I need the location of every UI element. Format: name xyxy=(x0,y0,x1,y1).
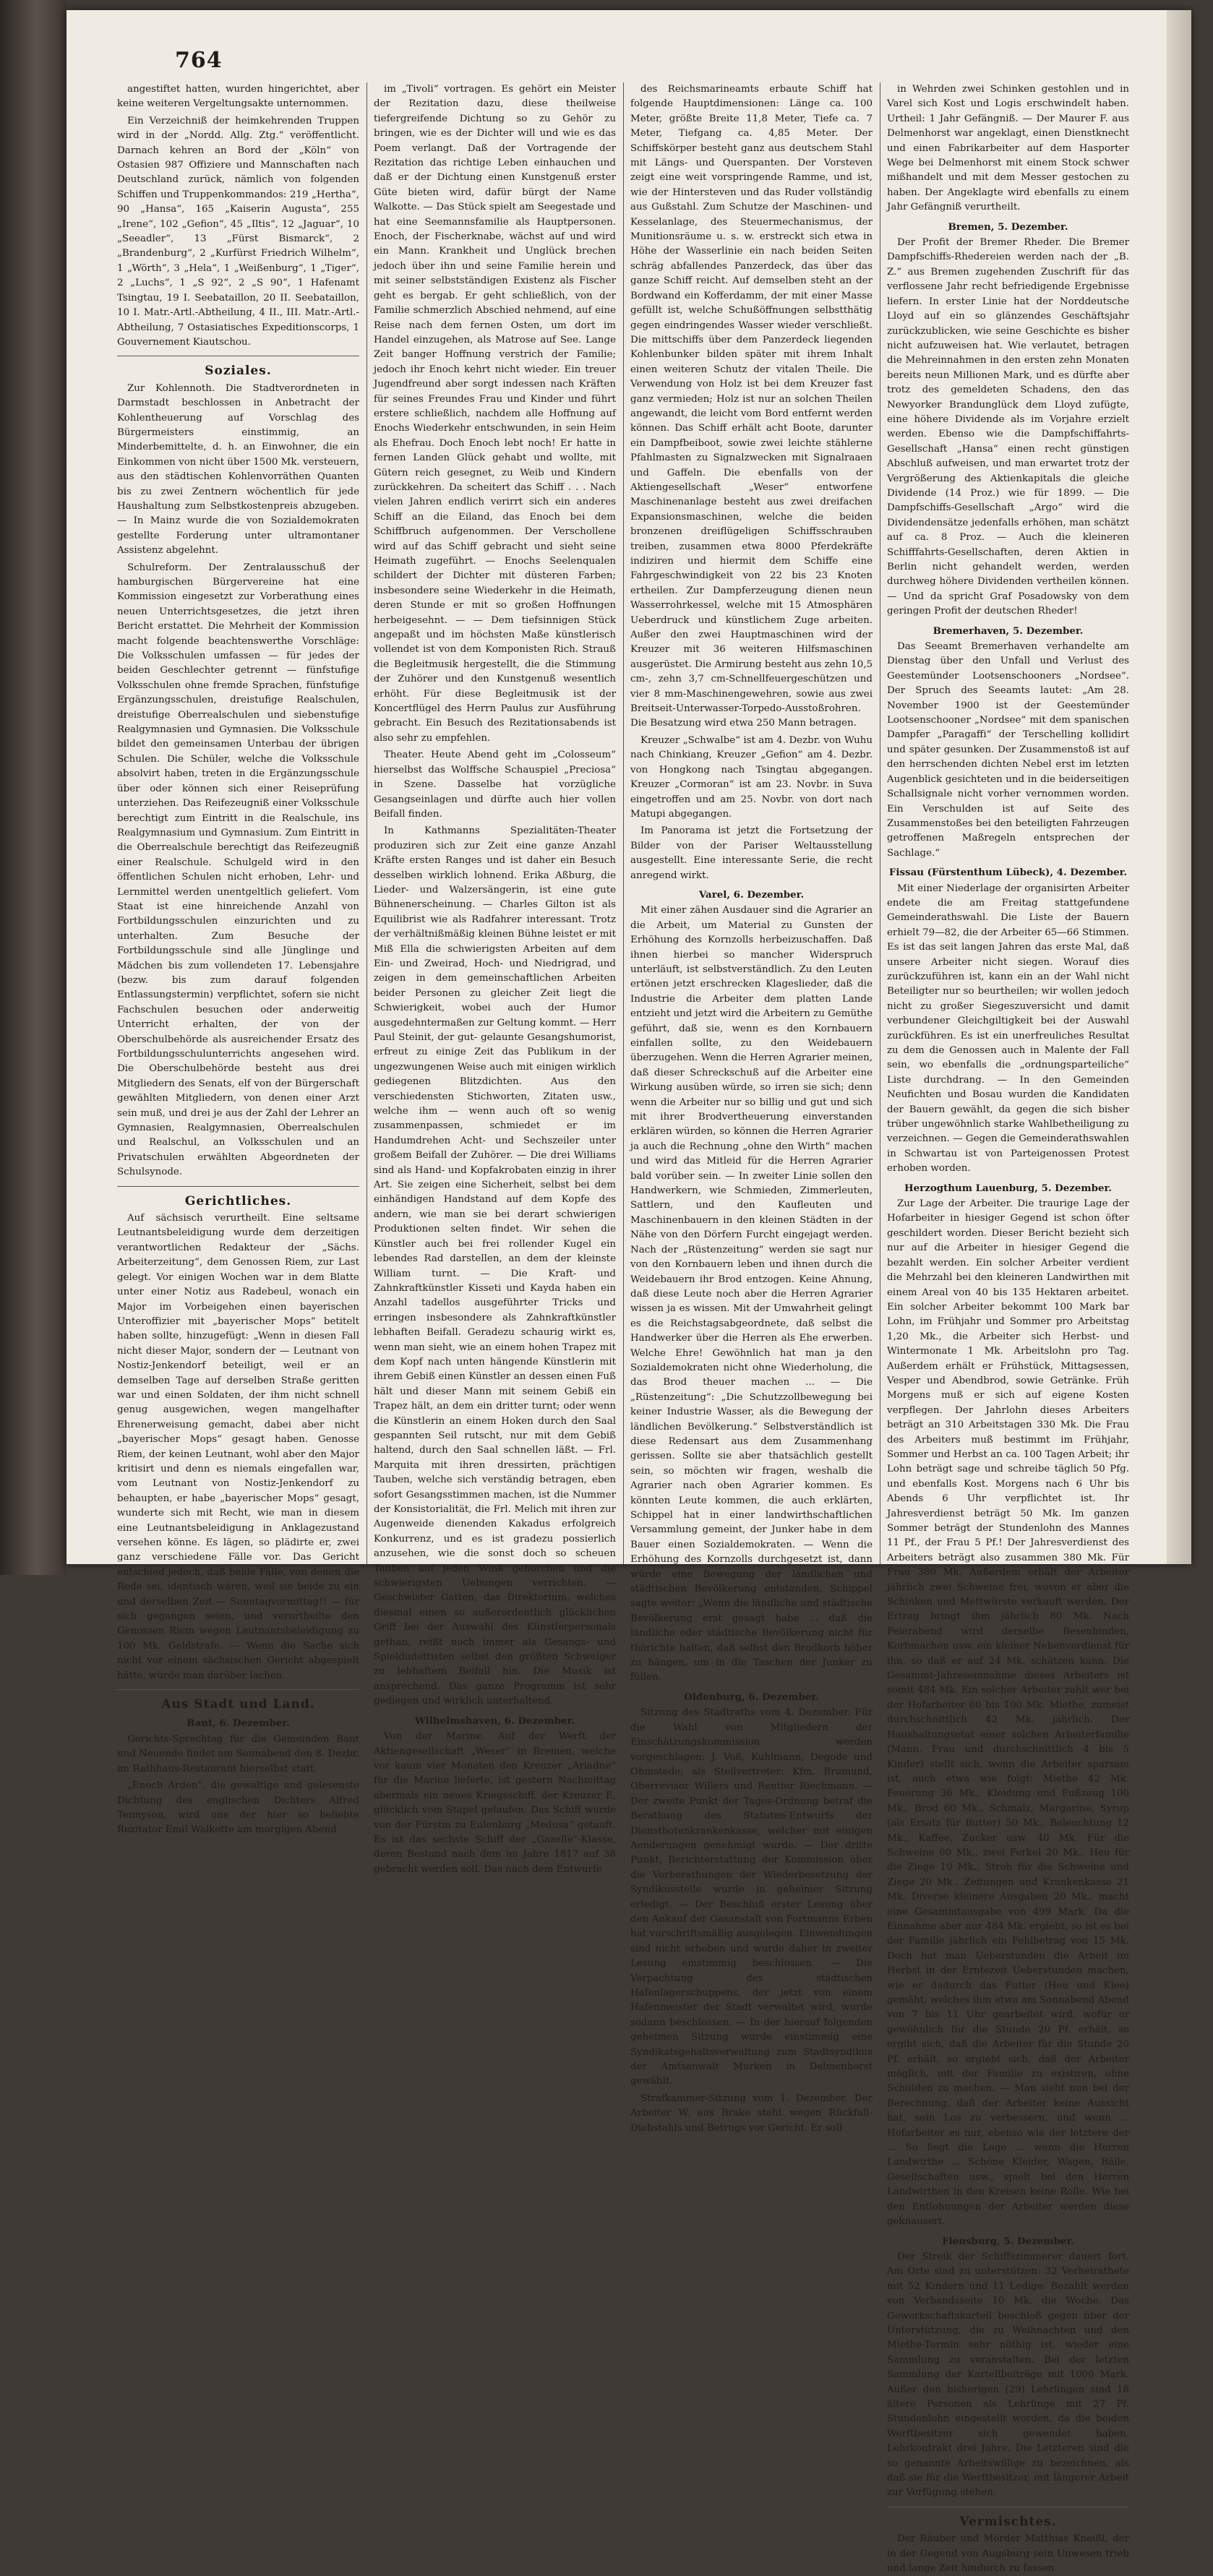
dateline-heading: Oldenburg, 6. Dezember. xyxy=(684,1691,819,1703)
article-paragraph: Kreuzer „Schwalbe“ ist am 4. Dezbr. von Wuhu nach Chinkiang, Kreuzer „Gefion“ am 4. Dezbr. von Hongkong nach Tsingtau abgegangen. Kreuzer „Cormoran“ ist am 23. Novbr. in Suva eingetroffen und am 25. Novbr. von dort nach Matupi abgegangen. xyxy=(630,734,873,820)
dateline-heading: Flensburg, 5. Dezember. xyxy=(942,2235,1074,2247)
column-divider xyxy=(623,82,624,1564)
column-4 xyxy=(887,82,1129,2575)
article-paragraph: „Enoch Arden“, die gewaltige und gelesenste Dichtung des englischen Dichters Alfred Tennyson, wird uns der hier so beliebte Rezitator Emil Walkotte am morgigen Abend xyxy=(117,1780,359,1836)
dateline-heading: Bremerhaven, 5. Dezember. xyxy=(933,624,1084,637)
article-paragraph: Zur Lage der Arbeiter. Die traurige Lage der Hofarbeiter in hiesiger Gegend ist schon öfter geschildert worden. Dieser Bericht bezieht sich nur auf die Arbeiter in hiesiger Gegend die bezahlt werden. Ein solcher Arbeiter verdient die Mehrzahl bei den kleineren Landwirthen mit einem Areal von 40 bis 135 Hektaren arbeitet. Ein solcher Arbeiter bekommt 100 Mark bar Lohn, im Frühjahr und Sommer pro Arbeitstag 1,20 Mk., die Arbeiter sich Herbst- und Wintermonate 1 Mk. Arbeitslohn pro Tag. Außerdem erhält er Frühstück, Mittagsessen, Vesper und Abendbrod, sowie Getränke. Früh Morgens muß er sich auf eigene Kosten verpflegen. Der Jahrlohn dieses Arbeiters beträgt an 310 Arbeitstagen 330 Mk. Die Frau des Arbeiters muß bestimmt im Frühjahr, Sommer und Herbst an ca. 100 Tagen Arbeit; ihr Lohn beträgt sage und schreibe täglich 50 Pfg. und ebenfalls Kost. Morgens nach 6 Uhr bis Abends 6 Uhr verpflichtet ist. Ihr Jahresverdienst beträgt 50 Mk. Im ganzen Sommer beträgt der Stundenlohn des Mannes 11 Pf., der Frau 5 Pf.! Der Jahresverdienst des Arbeiters beträgt also zusammen 380 Mk. Für Frau 380 Mk. Außerdem erhält der Arbeiter jährlich zwei Schweine frei, wovon er aber die Schinken und Mettwürste verkauft werden. Der Ertrag bringt ihm jährlich 80 Mk. Nach Feierabend wird derselbe Besenbinden, Korbmachen usw. ein kleiner Nebenverdienst für ihn, so daß er auf 24 Mk. schätzen kann. Die Gesammt-Jahreseinnahme dieses Arbeiters ist somit 484 Mk. Ein solcher Arbeiter zahlt wer bei der Hofarbeiter 60 bis 100 Mk. Miethe, zumeist durchschnittlich 42 Mk. jährlich. Der Haushaltungsetat einer solchen Arbeiterfamilie (Mann, Frau und durchschnittlich 4 bis 5 Kinder) stellt sich, wenn die Arbeiter sparsam ist, auch etwa wie folgt: Miethe 42 Mk. Feuerung 36 Mk., Kleidung und Fußzeug 100 Mk., Brod 60 Mk., Schmalz, Margarine, Syrup (als Ersatz für Butter) 50 Mk., Beleuchtung 12 Mk., Kaffee, Zucker usw. 40 Mk. Für die Schweine 60 Mk., zwei Ferkel 20 Mk., Heu für die Ziege 10 Mk., Stroh für die Schweine und Ziege 20 Mk., Zeitungen und Krankenkasse 21 Mk. Diverse kleinere Ausgaben 20 Mk., macht eine Gesammtausgabe von 499 Mark. Da die Einnahme aber nur 484 Mk. ergiebt, so ist es bei der Familie jährlich ein Fehlbetrag von 15 Mk. Doch hat man Ueberstunden die Arbeit im Herbst in der Erntezeit Ueberstunden machen, wie er dadurch das Futter (Heu und Klee) gemäht, welches ihm etwa am Sonnabend Abend von 7 bis 11 Uhr gearbeitet wird, wofür er gewöhnlich für die Stunde 20 Pf. erhält, so ergibt sich, daß die Arbeiter für die Stunde 20 Pf. erhält, so ergiebt sich, daß der Arbeiter möglich, mit der Familie zu existiren, ohne Schulden zu machen. — Man sieht nun bei der Berechnung, daß der Arbeiter keine Aussicht hat, sein Los zu verbessern, und wenn ... Hofarbeiter es nur, ebenso wie der letztere der ... So liegt die Lage ... wenn die Herren Landwirthe ... Schöne Kleider, Wagen, Bälle, Gesellschaften usw., spielt bei den Herren Landwirthen in den Kreisen keine Rolle. Wie bei den Entlohnungen der Arbeiter werden diese geknausert. xyxy=(887,1198,1129,2228)
section-rule xyxy=(117,1689,359,1690)
dateline-heading: Fissau (Fürstenthum Lübeck), 4. Dezember. xyxy=(888,867,1128,879)
article-paragraph: Theater. Heute Abend geht im „Colosseum“ hierselbst das Wolffsche Schauspiel „Preciosa“ in Szene. Dasselbe hat vorzügliche Gesangseinlagen und dürfte auch hier vollen Beifall finden. xyxy=(374,750,616,820)
page-number: 764 xyxy=(175,48,223,73)
book-binding-edge xyxy=(0,0,67,1575)
section-heading: Soziales. xyxy=(205,364,272,379)
article-paragraph: Auf sächsisch verurtheilt. Eine seltsame Leutnantsbeleidigung wurde dem derzeitigen verantwortlichen Redakteur der „Sächs. Arbeiterzeitung“, dem Genossen Riem, zur Last gelegt. Vor einigen Wochen war in dem Blatte unter einer Notiz aus Radebeul, wonach ein Major im Vorbeigehen einen bayerischen Unteroffizier mit „bayerischer Mops“ betitelt haben sollte, hinzugefügt: „Wenn in diesen Fall nicht dieser Major, sondern der — Leutnant von Nostiz-Jenkendorf beteiligt, weil er an demselben Tage auf derselben Straße geritten war und einen Soldaten, der ihm nicht schnell genug ausgewichen, wegen mangelhafter Ehrenerweisung gemacht, dabei aber nicht „bayerischer Mops“ gesagt haben. Genosse Riem, der keinen Leutnant, wohl aber den Major kritisirt und denn es niemals eingefallen war, vom Leutnant von Nostiz-Jenkendorf zu behaupten, er habe „bayerischer Mops“ gesagt, wunderte sich mit Recht, wie man in diesem eine Leutnantsbeleidigung in Anklagezustand versehen könne. Es lägen, so plädirte er, zwei ganz verschiedene Fälle vor. Das Gericht entschied jedoch, daß beide Fälle, von denen die Rede sei, identisch wären, weil sie beide zu ein und derselben Zeit — Sonntagvormittag!! — für sich gegangen seien, und verurtheilte den Genossen Riem wegen Leutnantsbeleidigung zu 100 Mk. Geldstrafe. — Wenn die Sache sich nicht vor einem sächsischen Gericht abgespielt hätte, würde man darüber lachen. xyxy=(117,1213,359,1681)
article-paragraph: Ein Verzeichniß der heimkehrenden Truppen wird in der „Nordd. Allg. Ztg.“ veröffentlicht. Darnach kehren an Bord der „Köln“ von Ostasien 987 Offiziere und Mannschaften nach Deutschland zurück, nämlich von folgenden Schiffen und Truppenkommandos: 219 „Hertha“, 90 „Hansa“, 165 „Kaiserin Augusta“, 255 „Irene“, 102 „Gefion“, 45 „Iltis“, 12 „Jaguar“, 10 „Seeadler“, 13 „Fürst Bismarck“, 2 „Brandenburg“, 2 „Kurfürst Friedrich Wilhelm“, 1 „Wörth“, 3 „Hela“, 1 „Weißenburg“, 1 „Tiger“, 2 „Luchs“, 1 „S 92“, 2 „S 90“, 1 Hafenamt Tsingtau, 19 I. Seebataillon, 20 II. Seebataillon, 10 I. Matr.-Artl.-Abtheilung, 4 II., III. Matr.-Artl.-Abtheilung, 7 Ostasiatisches Expeditionscorps, 1 Gouvernement Kiautschou. xyxy=(117,115,359,348)
section-heading: Aus Stadt und Land. xyxy=(161,1697,315,1712)
adjacent-page-edge xyxy=(1167,10,1191,1564)
dateline-heading: Herzogthum Lauenburg, 5. Dezember. xyxy=(904,1182,1112,1194)
article-paragraph: Der Profit der Bremer Rheder. Die Bremer Dampfschiffs-Rhedereien werden nach der „B. Z.“ aus Bremen zugehenden Zuschrift für das verflossene Jahr recht befriedigende Ergebnisse liefern. In erster Linie hat der Norddeutsche Lloyd auf ein so glänzendes Geschäftsjahr zurückzublicken, wie seine Geschichte es bisher nicht aufzuweisen hat. Wie verlautet, betragen die Mehreinnahmen in den ersten zehn Monaten bereits neun Millionen Mark, und es dürfte aber trotz des gemeldeten Schadens, den das Newyorker Brandunglück dem Lloyd zufügte, eine höhere Dividende als im Vorjahre erzielt werden. Ebenso wie die Dampfschiffahrts-Gesellschaft „Hansa“ einen recht günstigen Abschluß aufweisen, und man erwartet trotz der Vergrößerung des Aktienkapitals die gleiche Dividende (14 Proz.) wie für 1899. — Die Dampfschiffs-Gesellschaft „Argo“ wird die Dividendensätze jedenfalls erhöhen, man schätzt auf ca. 8 Proz. — Auch die kleineren Schifffahrts-Gesellschaften, deren Aktien in Berlin nicht gehandelt werden, werden durchweg höhere Dividenden vertheilen können. — Und da spricht Graf Posadowsky von dem geringen Profit der deutschen Rheder! xyxy=(887,237,1129,617)
dateline-heading: Wilhelmshaven, 6. Dezember. xyxy=(414,1714,575,1727)
column-1 xyxy=(117,82,359,1836)
column-2 xyxy=(374,82,616,1875)
article-paragraph: Der Streik der Schiffszimmerer dauert fort. Am Orte sind zu unterstützen: 32 Verheirathete mit 52 Kindern und 11 Ledige. Bezahlt werden von Verbandsseite 10 Mk. die Woche. Das Gewerkschaftskartell beschloß gegen über der Unterstützung, die zu Weihnachten und den Miethe-Termin sehr nöthig ist, wieder eine Sammlung zu veranstalten. Bei der letzten Sammlung der Kartellbeiträge mit 1000 Mark. Außer den bisherigen (29) Lehrlingen sind 18 ältere Personen als Lehrlinge mit 27 Pf. Stundenlohn eingestellt worden, da die beiden Werftbesitzer sich gewendet haben. Lehrkontrakt drei Jahre. Die Letzteren sind die so genannte Arbeitswillige zu bezeichnen, als daß sie für die Werftbesitzer, mit längerer Arbeit zur Verfügung stehen. xyxy=(887,2251,1129,2499)
article-paragraph: Der Räuber und Mörder Matthias Kneißl, der in der Gegend von Augsburg sein Unwesen trieb und lange Zeit hindurch zu fassen xyxy=(887,2533,1129,2575)
article-paragraph: Von der Marine. Auf der Werft der Aktiengesellschaft „Weser“ in Bremen, welche vor kaum vier Monaten den Kreuzer „Ariadne“ für die Marine lieferte, ist gestern Nachmittag abermals ein neues Kriegsschiff, der Kreuzer E, glücklich vom Stapel gelaufen. Das Schiff wurde von der Fürstin zu Eulenburg „Medusa“ getauft. Es ist das sechste Schiff der „Gazelle“-Klasse, deren Bestand nach dem im Jahre 1817 auf 38 gebracht werden soll. Das nach dem Entwurfe xyxy=(374,1731,616,1875)
article-paragraph: Strafkammer-Sitzung vom 1. Dezember. Der Arbeiter W. aus Brake steht wegen Rückfall-Diebstahls und Betrugs vor Gericht. Er soll xyxy=(630,2092,873,2134)
article-paragraph: des Reichsmarineamts erbaute Schiff hat folgende Hauptdimensionen: Länge ca. 100 Meter, größte Breite 11,8 Meter, Tiefe ca. 7 Meter, Tiefgang ca. 4,85 Meter. Der Schiffskörper besteht ganz aus deutschem Stahl mit Längs- und Querspanten. Der Vorsteven zeigt eine weit vorspringende Ramme, und ist, wie der Hintersteven und das Ruder vollständig aus Gußstahl. Zum Schutze der Maschinen- und Kesselanlage, des Steuermechanismus, der Munitionsräume u. s. w. erstreckt sich etwa in Höhe der Wasserlinie ein nach beiden Seiten schräg abfallendes Panzerdeck, das über das ganze Schiff reicht. Auf demselben steht an der Bordwand ein Kofferdamm, der mit einer Masse gefüllt ist, welche Schußöffnungen selbstthätig gegen eindringendes Wasser wieder verschließt. Die mittschiffs über dem Panzerdeck liegenden Kohlenbunker bilden später mit ihrem Inhalt einen weiteren Schutz der vitalen Theile. Die Verwendung von Holz ist bei dem Kreuzer fast ganz vermieden; Holz ist nur an solchen Theilen angewandt, die leicht vom Bord entfernt werden können. Das Schiff erhält acht Boote, darunter ein Dampfbeiboot, sowie zwei leichte stählerne Pfahlmasten zu Signalzwecken mit Signalraaen und Gaffeln. Die ebenfalls von der Aktiengesellschaft „Weser“ entworfene Maschinenanlage besteht aus zwei dreifachen Expansionsmaschinen, welche die beiden bronzenen dreiflügeligen Schiffsschrauben treiben, zusammen etwa 8000 Pferdekräfte indiziren und hiermit dem Schiffe eine Fahrgeschwindigkeit von 22 bis 23 Knoten ertheilen. Zur Dampferzeugung dienen neun Wasserrohrkessel, welche mit 15 Atmosphären Ueberdruck und künstlichem Zuge arbeiten. Außer den zwei Hauptmaschinen wird der Kreuzer mit 36 weiteren Hilfsmaschinen ausgerüstet. Die Armirung besteht aus zehn 10,5 cm-, zehn 3,7 cm-Schnellfeuergeschützen und vier 8 mm-Maschinengewehren, sowie aus zwei Breitseit-Unterwasser-Torpedo-Ausstoßrohren. Die Besatzung wird etwa 250 Mann betragen. xyxy=(630,84,873,729)
article-paragraph: Das Seeamt Bremerhaven verhandelte am Dienstag über den Unfall und Verlust des Geestemünder Lootsenschooners „Nordsee“. Der Spruch des Seeamts lautet: „Am 28. November 1900 ist der Geestemünder Lootsenschooner „Nordsee“ mit dem spanischen Dampfer „Paragaffi“ der Terschelling kollidirt und später gesunken. Der Zusammenstoß ist auf den herrschenden dichten Nebel erst im letzten Augenblick gesichteten und in die beiderseitigen Schallsignale nicht vorher vernommen worden. Ein Verschulden ist auf Seite des Zusammenstoßes bei den beteiligten Fahrzeugen getroffenen Maßregeln entsprechen der Sachlage.“ xyxy=(887,641,1129,859)
column-3 xyxy=(630,82,873,2134)
article-paragraph: Zur Kohlennoth. Die Stadtverordneten in Darmstadt beschlossen in Anbetracht der Kohlentheuerung auf Vorschlag des Bürgermeisters einstimmig, an Minderbemittelte, d. h. an Einwohner, die ein Einkommen von nicht über 1500 Mk. versteuern, aus den städtischen Kohlenvorräthen Quanten bis zu zwei Zentnern wöchentlich für jede Haushaltung zum Selbstkostenpreis abzugeben. — In Mainz wurde die von Sozialdemokraten gestellte Forderung unter ultramontaner Assistenz abgelehnt. xyxy=(117,382,359,557)
article-paragraph: im „Tivoli“ vortragen. Es gehört ein Meister der Rezitation dazu, diese theilweise tiefergreifende Dichtung so zu Gehör zu bringen, wie es der Dichter will und wie es das Poem verlangt. Daß der Vortragende der Rezitation das richtige Leben einhauchen und daß er der Dichtung einen Kunstgenuß erster Güte bieten wird, dafür bürgt der Name Walkotte. — Das Stück spielt am Seegestade und hat eine Seemannsfamilie als Hauptpersonen. Enoch, der Fischerknabe, wächst auf und wird ein Mann. Krankheit und Unglück brechen jedoch über ihn und seine Familie herein und mit seiner selbstständigen Existenz als Fischer geht es bergab. Er geht schließlich, von der Familie schmerzlich Abschied nehmend, auf eine Reise nach dem fernen Osten, um dort im Handel einzugehen, als Matrose auf See. Lange Zeit banger Hoffnung verstrich der Familie; jedoch ihr Enoch kehrt nicht wieder. Ein treuer Jugendfreund aber sorgt indessen nach Kräften für seines Freundes Frau und Kinder und führt erstere schließlich, nachdem alle Hoffnung auf Enochs Wiederkehr entschwunden, in sein Heim als Ehefrau. Doch Enoch lebt noch! Er hatte in fernen Landen Glück gehabt und wollte, mit Gütern reich gesegnet, zu Weib und Kindern zurückkehren. Da scheitert das Schiff . . . Nach vielen Jahren endlich verirrt sich ein anderes Schiff an die Eiland, das Enoch bei dem Schiffbruch aufgenommen. Der Verschollene wird auf das Schiff gebracht und sieht seine Heimath zugeführt. — Enochs Seelenqualen schildert der Dichter mit düsteren Farben; insbesondere seine Wiederkehr in die Heimath, deren Stunde er mit so großen Hoffnungen herbeigesehnt. — — Dem tiefsinnigen Stück angepaßt und im höchsten Maße künstlerisch vollendet ist von dem Komponisten Rich. Strauß die Begleitmusik hergestellt, die die Stimmung der Zuhörer und den Kunstgenuß wesentlich erhöht. Für diese Begleitmusik ist der Koncertflügel des Herrn Paulus zur Ausführung gebracht. Ein Besuch des Rezitationsabends ist also sehr zu empfehlen. xyxy=(374,84,616,744)
article-paragraph: Sitzung des Stadtraths vom 4. Dezember. Für die Wahl von Mitgliedern der Einschätzungskommission werden vorgeschlagen: J. Voß, Kuhlmann, Degode und Ohmstede; als Stellvertreter: Kfm. Brumund, Oberrevisor Willers und Rentier Riechmann. — Der zweite Punkt der Tages-Ordnung betraf die Berathung des Statuten-Entwurfs der Dienstbotenkrankenkasse, welcher mit einigen Aenderungen genehmigt wurde. — Der dritte Punkt, Berichterstattung der Kommission über die Vorberathungen der Wiederbesetzung der Syndikusstelle wurde in geheimer Sitzung erledigt. — Der Beschluß erster Lesung über den Ankauf der Gasanstalt von Fortmanns Erben hat vorschriftsmäßig ausgelegen. Einwendungen sind nicht erhoben und wurde daher in zweiter Lesung einstimmig beschlossen. — Die Verpachtung des städtischen Hafenlagerschuppens, der jetzt von einem Hafenmeister der Stadt verwaltet wird, wurde sodann beschlossen. — In der hierauf folgenden geheimen Sitzung wurde einstimmig eine Syndikatsgehaltsverwaltung zum Stadtsyndikus der Amtsanwalt Murken in Delmenhorst gewählt. xyxy=(630,1707,873,2087)
article-paragraph: in Wehrden zwei Schinken gestohlen und in Varel sich Kost und Logis erschwindelt haben. Urtheil: 1 Jahr Gefängniß. — Der Maurer F. aus Delmenhorst war angeklagt, einen Dienstknecht und einen Fabrikarbeiter auf dem Hasporter Wege bei Delmenhorst mit einem Stock schwer mißhandelt und mit dem Messer gestochen zu haben. Der Angeklagte wird ebenfalls zu einem Jahr Gefängniß verurtheilt. xyxy=(887,84,1129,213)
article-paragraph: Im Panorama ist jetzt die Fortsetzung der Bilder von der Pariser Weltausstellung ausgestellt. Eine interessante Serie, die recht anregend wirkt. xyxy=(630,825,873,881)
section-heading: Gerichtliches. xyxy=(184,1193,292,1208)
dateline-heading: Bant, 6. Dezember. xyxy=(187,1717,290,1730)
newspaper-page xyxy=(67,10,1191,2575)
dateline-heading: Varel, 6. Dezember. xyxy=(698,888,805,901)
article-paragraph: Schulreform. Der Zentralausschuß der hamburgischen Bürgervereine hat eine Kommission eingesetzt zur Vorberathung eines neuen Unterrichtsgesetzes, die jetzt ihren Bericht erstattet. Die Mehrheit der Kommission macht folgende beachtenswerthe Vorschläge: Die Volksschulen umfassen — für jedes der beiden Geschlechter getrennt — fünfstufige Volksschulen ohne fremde Sprachen, fünfstufige Ergänzungsschulen, dreistufige Realschulen, dreistufige Oberrealschulen und siebenstufige Realgymnasien und Gymnasien. Die Volksschule bildet den gemeinsamen Unterbau der übrigen Schulen. Die Schüler, welche die Volksschule absolvirt haben, treten in die Ergänzungsschule über oder können sich einer Reiseprüfung unterziehen. Das Reifezeugniß einer Volksschule berechtigt zum Eintritt in die Realschule, ins Realgymnasium und Gymnasium. Zum Eintritt in die Oberrealschule berechtigt das Reifezeugniß einer Realschule. Schulgeld wird in den öffentlichen Schulen nicht erhoben, Lehr- und Lernmittel werden unentgeltlich geliefert. Vom Staat ist eine hinreichende Anzahl von Fortbildungsschulen einzurichten und zu unterhalten. Zum Besuche der Fortbildungsschule sind alle Jünglinge und Mädchen bis zum vollendeten 17. Lebensjahre (bezw. bis zum darauf folgenden Entlassungstermin) verpflichtet, sofern sie nicht Fachschulen besuchen oder anderweitig Unterricht erhalten, der von der Oberschulbehörde als ausreichender Ersatz des Fortbildungsschulunterrichts angesehen wird. Die Oberschulbehörde besteht aus drei Mitgliedern des Senats, elf von der Bürgerschaft gewählten Mitgliedern, von denen einer Arzt sein muß, und drei je aus der Zahl der Lehrer an Gymnasien, Realgymnasien, Oberrealschulen und Realschul, an Volksschulen und an Privatschulen erwählten Abgeordneten der Schulsynode. xyxy=(117,562,359,1178)
article-paragraph: In Kathmanns Spezialitäten-Theater produziren sich zur Zeit eine ganze Anzahl Kräfte ersten Ranges und ist daher ein Besuch desselben wirklich lohnend. Erika Aßburg, die Lieder- und Walzersängerin, ist eine gute Bühnenerscheinung. — Charles Gilton ist als Equilibrist wie als Radfahrer interessant. Trotz der verhältnißmäßig kleinen Bühne leistet er mit Miß Ella die schwierigsten Arbeiten auf dem Ein- und Zweirad, Hoch- und Niedrigrad, und zeigen in dem gemeinschaftlichen Arbeiten beider Personen zu gleicher Zeit liegt die Schwierigkeit, wobei auch der Humor ausgedehntermaßen zur Geltung kommt. — Herr Paul Steinit, der gut- gelaunte Gesangshumorist, erfreut zu einige Zeit das Publikum in der ungezwungenen Weise auch mit einigen wirklich gediegenen Blitzdichten. Aus den verschiedensten Stichworten, Zitaten usw., welche ihm — wenn auch oft so wenig zusammenpassen, schmiedet er im Handumdrehen Acht- und Sechszeiler unter großem Beifall der Zuhörer. — Die drei Williams sind als Hand- und Kopfakrobaten einzig in ihrer Art. Sie zeigen eine Sicherheit, selbst bei dem einhändigen Handstand auf dem Kopfe des andern, wie man sie bei derart schwierigen Produktionen selten findet. Wir sehen die Künstler auch bei frei rollender Kugel ein lebendes Rad darstellen, an dem der kleinste William turnt. — Die Kraft- und Zahnkraftkünstler Kisseti und Kayda haben ein Anzahl tadellos ausgeführter Tricks und erringen insbesondere als Zahnkraftkünstler lebhaften Beifall. Geradezu schaurig wirkt es, wenn man sieht, wie an einem hohen Trapez mit dem Kopf nach unten hängende Künstlerin mit ihrem Gebiß einen Künstler an dessen einen Fuß hält und dieser Mann mit seinem Gebiß ein Trapez hält, an dem ein dritter turnt; oder wenn die Künstlerin an einem Hoken durch den Saal gespannten Seil rutscht, nur mit dem Gebiß haltend, durch den Saal schnellen läßt. — Frl. Marquita mit ihren dressirten, prächtigen Tauben, welche sich verständig betragen, eben sofort Gesangsstimmen machen, ist die Nummer der Konsistorialität, die Frl. Melich mit ihren zur Augenweide dienenden Kakadus erfolgreich Konkurrenz, und es ist gradezu possierlich anzusehen, wie die sonst doch so scheuen Tauben auf jeden Wink gehorchen und die schwierigsten Uebungen verrichten. — Geschwister Gatten, das Direktorium, welches diesmal einen so außerordentlich glücklichen Griff bei der Auswahl des Künstlerpersonals gethan, reißt noch immer als Gesangs- und Spieldudettisten selbst den größten Schweiger zu lebhaftem Beifall hin. Die Musik ist ansprechend. Das ganze Programm ist sehr gediegen und wirklich unterhaltend. xyxy=(374,825,616,1707)
article-paragraph: Gerichts-Sprechtag für die Gemeinden Bant und Neuende findet am Sonnabend den 8. Dezbr. im Rathhaus-Restaurant hierselbst statt. xyxy=(117,1733,359,1774)
section-heading: Vermischtes. xyxy=(959,2514,1057,2529)
dateline-heading: Bremen, 5. Dezember. xyxy=(948,220,1068,233)
section-rule xyxy=(117,1186,359,1187)
article-paragraph: Mit einer Niederlage der organisirten Arbeiter endete die am Freitag stattgefundene Gemeinderathswahl. Die Liste der Bauern erhielt 79—82, die der Arbeiter 65—66 Stimmen. Es ist das seit langen Jahren das erste Mal, daß unsere Arbeiter nicht siegen. Worauf dies zurückzuführen ist, kann ein an der Wahl nicht Beteiligter nur so beurtheilen; wir wollen jedoch nicht zu großer Siegeszuversicht und damit verbundener Gleichgiltigkeit bei der Auswahl zurückführen. Es ist ein unerfreuliches Resultat zu dem die Genossen auch in Malente der Fall sein, wo ebenfalls die „ordnungsparteiliche“ Liste durchdrang. — In den Gemeinden Neufichten und Bosau wurden die Kandidaten der Bauern gewählt, da gegen die sich bisher trüber ungewöhnlich starke Wahlbetheiligung zu verzeichnen. — Gegen die Gemeinderathswahlen in Schwartau ist von Parteigenossen Protest erhoben worden. xyxy=(887,883,1129,1175)
article-paragraph: angestiftet hatten, wurden hingerichtet, aber keine weiteren Vergeltungsakte unternommen. xyxy=(117,84,359,110)
article-paragraph: Mit einer zähen Ausdauer sind die Agrarier an die Arbeit, um Material zu Gunsten der Erhöhung des Kornzolls herbeizuschaffen. Daß ihnen hierbei so mancher Widerspruch unterläuft, ist selbstverständlich. Zu den Leuten ertönen jetzt erschrecken Klageslieder, daß die Industrie die Arbeiter dem platten Lande entzieht und jetzt wird die Arbeitern zu Gemüthe geführt, daß sie, wenn es den Kornbauern einfallen sollte, zu den Weidebauern überzugehen. Wenn die Herren Agrarier meinen, daß dieser Schreckschuß auf die Arbeiter eine Wirkung ausüben würde, so irren sie sich; denn wenn die Arbeiter nur so billig und gut und sich mit ihrer Brodvertheuerung einverstanden erklären würden, so können die Herren Agrarier ja auch die Rechnung „ohne den Wirth“ machen und wird das Mitleid für die Herren Agrarier bald vorüber sein. — In zweiter Linie sollen den Handwerkern, wie Schmieden, Zimmerleuten, Sattlern, und den Kaufleuten und Maschinenbauern in den kleinen Städten in der Nähe von den Dörfern Furcht eingejagt werden. Nach der „Rüstenzeitung“ werden sie sagt nur von den Kornbauern leben und ihnen durch die Weidebauern ihr Brod entzogen. Keine Ahnung, daß diese Leute noch aber die Herren Agrarier wissen ja es wissen. Mit der Umwahrheit gelingt es die Reichstagsabgeordnete, daß selbst die Handwerker über die Herren als Ehe erwerben. Welche Ehre! Gewöhnlich hat man ja den Sozialdemokraten nicht ohne Wiederholung, die das Brod theuer machen ... — Die „Rüstenzeitung“: „Die Schutzzollbewegung bei keiner Industrie Wasser, als die Bewegung der ländlichen Bevölkerung.“ Selbstverständlich ist diese Redensart aus dem Zusammenhang gerissen. Sollte sie aber thatsächlich gestellt sein, so möchten wir fragen, weshalb die Agrarier nach oben Agrarier kommen. Es könnten Leute kommen, die auch erklärten, Schippel hat in einer landwirthschaftlichen Versammlung gemeint, der Junker habe in dem Bauer einen Sozialdemokraten. — Wenn die Erhöhung des Kornzolls durchgesetzt ist, dann würde eine Bewegung der ländlichen und städtischen Bevölkerung entstanden. Schippel sagte weiter: „Wenn die ländliche und städtische Bevölkerung erst gesagt habe ... daß die ländliche oder städtische Bevölkerung nicht für thörichte halten, daß selbst den Brodkorb höher zu hängen, um in die Taschen der Junker zu füllen. xyxy=(630,905,873,1683)
